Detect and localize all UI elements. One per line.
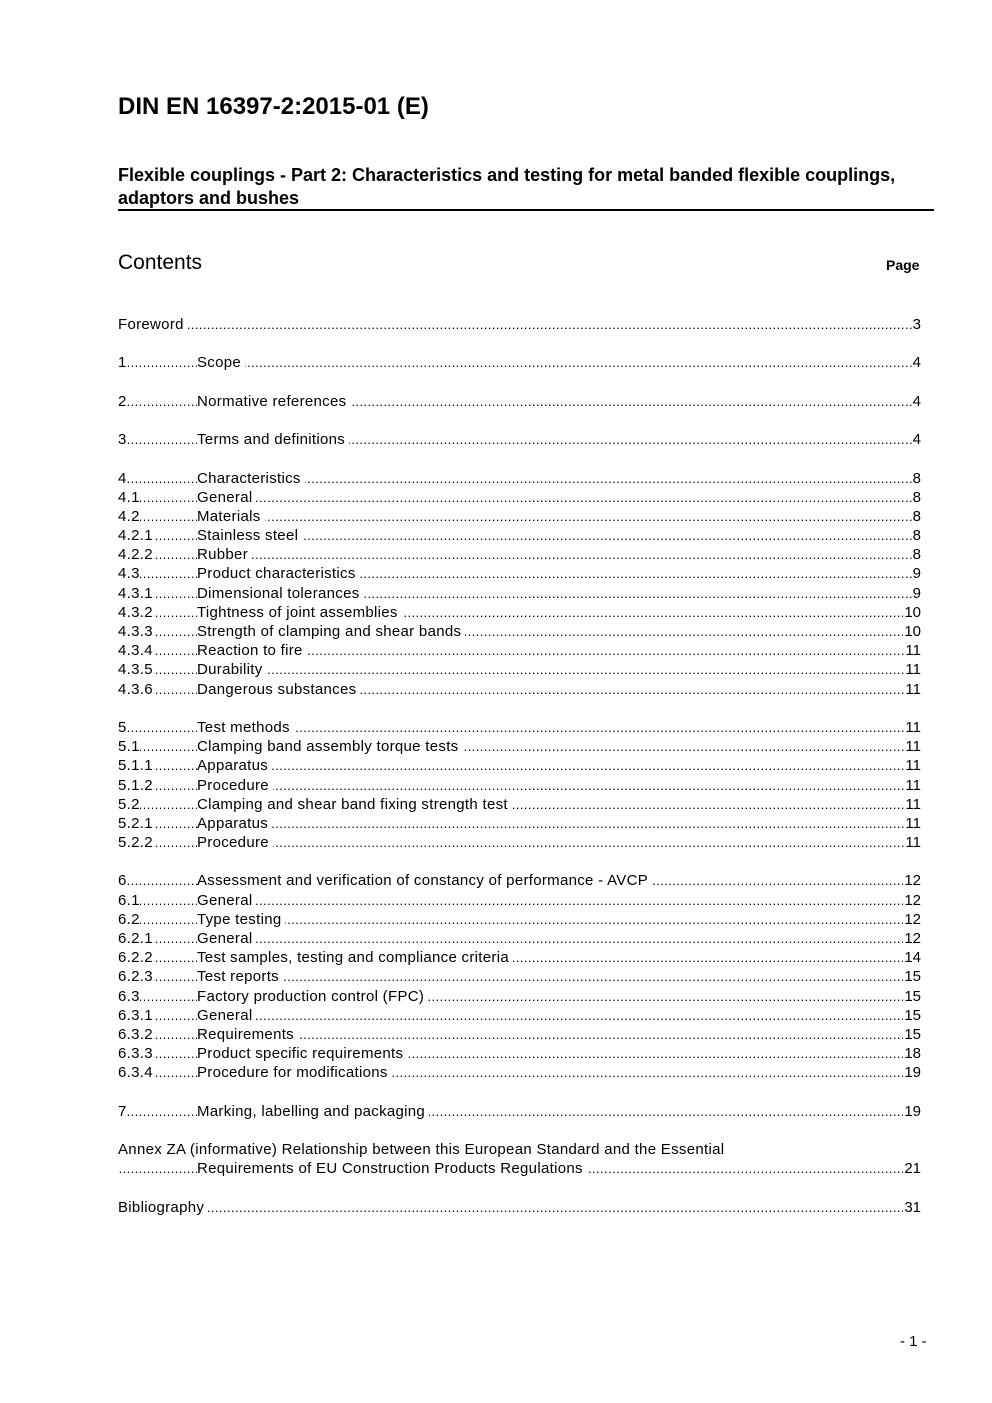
toc-entry-title: Materials [197, 507, 265, 526]
toc-entry[interactable] [118, 564, 921, 583]
toc-entry-title: Stainless steel [197, 526, 302, 545]
toc-entry-number: 5.2.2 [118, 834, 153, 852]
toc-entry-title: General [197, 929, 256, 948]
toc-entry-page: 19 [904, 1102, 921, 1120]
toc-entry[interactable] [118, 718, 921, 737]
toc-entry-page: 8 [912, 469, 921, 487]
toc-entry[interactable] [118, 948, 921, 967]
toc-entry-number: 4.2 [118, 507, 140, 525]
toc-entry-page: 11 [905, 738, 921, 756]
toc-entry[interactable] [118, 488, 921, 507]
toc-entry-number: 6.3.4 [118, 1064, 153, 1082]
toc-entry-title: Assessment and verification of constancy of performance - AVCP [197, 871, 652, 890]
subtitle-underline [118, 209, 934, 211]
toc-entry-title: Bibliography [118, 1198, 208, 1217]
toc-entry-number: 4.3 [118, 565, 140, 583]
toc-entry-number: 3 [118, 431, 127, 449]
toc-entry[interactable] [118, 987, 921, 1006]
toc-entry-number: 5.1.1 [118, 757, 153, 775]
toc-entry-title: General [197, 1006, 256, 1025]
toc-entry[interactable] [118, 641, 921, 660]
toc-entry-title: Product specific requirements [197, 1044, 407, 1063]
toc-entry[interactable] [118, 929, 921, 948]
toc-entry-title: Test reports [197, 967, 283, 986]
toc-entry-title: Reaction to fire [197, 641, 307, 660]
toc-entry-title: Foreword [118, 315, 188, 334]
toc-entry-number: 4.3.2 [118, 603, 153, 621]
toc-entry-page: 19 [904, 1064, 921, 1082]
toc-entry-title: Procedure [197, 833, 273, 852]
toc-entry[interactable] [118, 584, 921, 603]
toc-entry-number: 6.3.1 [118, 1006, 153, 1024]
toc-entry-title: Requirements [197, 1025, 298, 1044]
toc-entry-number: 2 [118, 392, 127, 410]
toc-entry-page: 21 [904, 1160, 921, 1178]
toc-entry-title: Terms and definitions [197, 430, 349, 449]
toc-entry-title: General [197, 488, 256, 507]
toc-entry-number: 6.3.2 [118, 1025, 153, 1043]
toc-entry[interactable] [118, 469, 921, 488]
toc-entry-page: 31 [904, 1198, 921, 1216]
toc-entry-page: 18 [904, 1045, 921, 1063]
toc-entry-title: Procedure for modifications [197, 1063, 392, 1082]
toc-entry-page: 11 [905, 661, 921, 679]
toc-entry-number: 4 [118, 469, 127, 487]
toc-entry-number: 5.1 [118, 738, 140, 756]
toc-entry[interactable] [118, 1102, 921, 1121]
toc-entry-page: 9 [912, 565, 921, 583]
toc-entry-number: 6.3.3 [118, 1045, 153, 1063]
toc-entry-page: 4 [912, 392, 921, 410]
toc-entry-title: Clamping and shear band fixing strength test [197, 795, 512, 814]
document-subtitle: Flexible couplings - Part 2: Characteristics and testing for metal banded flexible couplings, adaptors and bushes [118, 165, 896, 208]
toc-entry-page: 12 [904, 930, 921, 947]
toc-entry-number: 4.1 [118, 488, 140, 506]
toc-entry[interactable] [118, 392, 921, 411]
toc-entry-number: 4.3.4 [118, 642, 153, 660]
toc-entry[interactable] [118, 910, 921, 929]
toc-entry-number: 6.2.2 [118, 949, 153, 967]
toc-entry-number: 5 [118, 718, 127, 736]
toc-entry-title: Durability [197, 660, 267, 679]
toc-entry-number: 6.2 [118, 910, 140, 928]
toc-annex-title-line1[interactable]: Annex ZA (informative) Relationship between this European Standard and the Essential [118, 1141, 725, 1159]
toc-entry-page: 11 [905, 642, 921, 660]
toc-entry-page: 11 [905, 834, 921, 852]
toc-entry-number: 7 [118, 1102, 127, 1120]
toc-entry-number: 6.2.3 [118, 968, 153, 986]
toc-entry[interactable] [118, 871, 921, 890]
toc-entry-title: Characteristics [197, 469, 305, 488]
toc-entry[interactable] [118, 507, 921, 526]
document-id: DIN EN 16397-2:2015-01 (E) [118, 93, 429, 120]
contents-heading: Contents [118, 251, 203, 274]
page-column-heading: Page [886, 257, 920, 273]
toc-entry-page: 12 [904, 872, 921, 890]
toc-entry-bibliography[interactable] [118, 1198, 921, 1217]
toc-entry[interactable] [118, 814, 921, 833]
toc-entry[interactable] [118, 967, 921, 986]
toc-entry-title: Product characteristics [197, 564, 360, 583]
toc-entry[interactable] [118, 1006, 921, 1025]
toc-entry[interactable] [118, 1063, 921, 1082]
toc-entry-number: 4.2.1 [118, 527, 153, 545]
toc-entry-annex[interactable] [118, 1159, 921, 1178]
toc-entry-page: 11 [905, 680, 921, 698]
toc-entry-page: 14 [904, 949, 921, 967]
toc-entry-page: 3 [912, 316, 921, 333]
toc-entry-page: 11 [905, 757, 921, 775]
toc-entry[interactable] [118, 430, 921, 449]
toc-entry-page: 8 [912, 507, 921, 525]
toc-entry[interactable] [118, 353, 921, 372]
toc-entry[interactable] [118, 737, 921, 756]
toc-entry-title: Test samples, testing and compliance criteria [197, 948, 513, 967]
toc-entry-number: 4.3.1 [118, 584, 153, 602]
toc-entry[interactable] [118, 833, 921, 852]
toc-entry-page: 9 [912, 584, 921, 602]
toc-entry-number: 6.2.1 [118, 930, 153, 947]
toc-entry-page: 8 [912, 488, 921, 506]
toc-entry-number: 5.2 [118, 795, 140, 813]
toc-entry-title: Rubber [197, 545, 252, 564]
toc-entry-page: 11 [905, 814, 921, 832]
page-number: - 1 - [900, 1333, 927, 1350]
toc-entry-number: 4.3.5 [118, 661, 153, 679]
toc-entry[interactable] [118, 756, 921, 775]
toc-entry[interactable] [118, 680, 921, 699]
toc-entry-title: Factory production control (FPC) [197, 987, 428, 1006]
toc-entry-page: 10 [904, 623, 921, 640]
toc-entry[interactable] [118, 622, 921, 641]
toc-entry-number: 6 [118, 872, 127, 890]
toc-entry-title: Apparatus [197, 814, 272, 833]
toc-entry-number: 1 [118, 354, 127, 372]
toc-entry[interactable] [118, 660, 921, 679]
toc-entry-page: 15 [904, 1025, 921, 1043]
toc-entry-page: 8 [912, 527, 921, 545]
toc-entry-number: 4.3.6 [118, 680, 153, 698]
toc-entry[interactable] [118, 1025, 921, 1044]
toc-entry-title: Apparatus [197, 756, 272, 775]
dot-leader [118, 1198, 921, 1217]
toc-entry-foreword[interactable] [118, 315, 921, 334]
toc-entry-title: Clamping band assembly torque tests [197, 737, 462, 756]
toc-entry[interactable] [118, 1044, 921, 1063]
toc-entry-title: Normative references [197, 392, 350, 411]
toc-entry-page: 11 [905, 795, 921, 813]
toc-entry-title: Marking, labelling and packaging [197, 1102, 429, 1121]
toc-entry-title: Procedure [197, 776, 273, 795]
toc-entry-number: 6.3 [118, 987, 140, 1005]
toc-entry-page: 12 [904, 910, 921, 928]
toc-entry-title: Dimensional tolerances [197, 584, 364, 603]
toc-entry-page: 4 [912, 354, 921, 372]
toc-entry-number: 5.1.2 [118, 776, 153, 794]
toc-entry-page: 12 [904, 891, 921, 909]
toc-entry-page: 11 [905, 718, 921, 736]
toc-entry[interactable] [118, 603, 921, 622]
toc-entry[interactable] [118, 795, 921, 814]
toc-entry-number: 6.1 [118, 891, 140, 909]
toc-annex-title-line2: Requirements of EU Construction Products Regulations [197, 1159, 587, 1178]
toc-entry-page: 11 [905, 776, 921, 794]
toc-entry[interactable] [118, 545, 921, 564]
toc-entry-number: 4.3.3 [118, 623, 153, 640]
toc-entry-page: 15 [904, 987, 921, 1005]
toc-entry-title: General [197, 891, 256, 910]
toc-entry-title: Dangerous substances [197, 680, 360, 699]
toc-entry-page: 15 [904, 968, 921, 986]
toc-entry-title: Scope [197, 353, 245, 372]
toc-entry-number: 5.2.1 [118, 814, 153, 832]
dot-leader [118, 315, 921, 334]
toc-entry[interactable] [118, 891, 921, 910]
toc-entry[interactable] [118, 776, 921, 795]
toc-entry[interactable] [118, 526, 921, 545]
toc-entry-page: 8 [912, 546, 921, 564]
toc-entry-page: 10 [904, 603, 921, 621]
toc-entry-page: 15 [904, 1006, 921, 1024]
table-of-contents [118, 315, 921, 1217]
toc-entry-title: Type testing [197, 910, 285, 929]
toc-entry-number: 4.2.2 [118, 546, 153, 564]
toc-entry-title: Strength of clamping and shear bands [197, 622, 465, 641]
toc-entry-page: 4 [912, 431, 921, 449]
toc-entry-title: Tightness of joint assemblies [197, 603, 402, 622]
toc-entry-title: Test methods [197, 718, 294, 737]
